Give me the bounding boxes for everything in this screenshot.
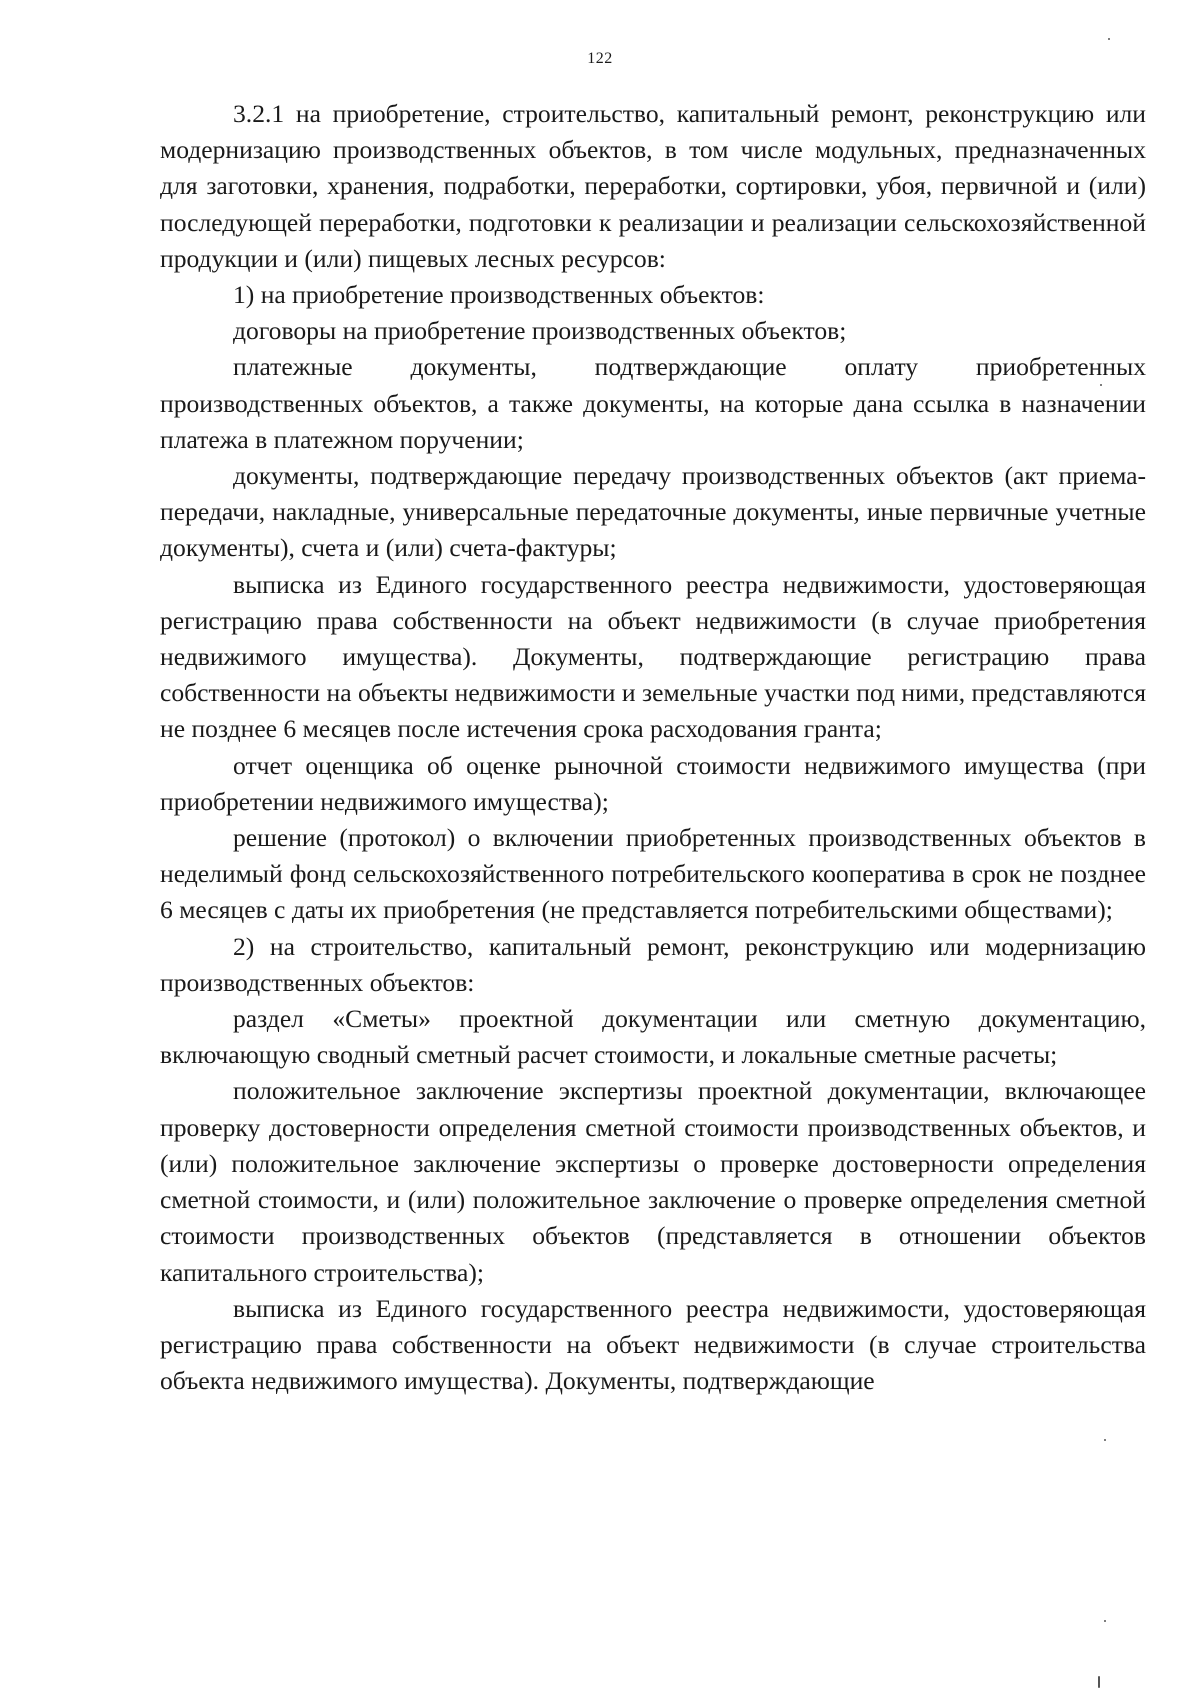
paragraph-payment-documents: платежные документы, подтверждающие оплату приобретенных производственных объектов, а также документы, на которые дана ссылка в назначении платежа в платежном поручении; xyxy=(160,352,1146,454)
scan-speck xyxy=(1100,384,1102,386)
scan-speck xyxy=(1098,1676,1100,1688)
paragraph-contracts: договоры на приобретение производственных объектов; xyxy=(233,316,847,346)
scan-speck xyxy=(1104,1620,1106,1622)
paragraph-registry-extract: выписка из Единого государственного реестра недвижимости, удостоверяющая регистрацию права собственности на объект недвижимости (в случае приобретения недвижимого имущества). Документы, подтверждающие регистрацию права собственности на объекты недвижимости и земельные участки под ними, представляются не позднее 6 месяцев после истечения срока расходования гранта; xyxy=(160,569,1146,744)
paragraph-item-1-heading: 1) на приобретение производственных объектов: xyxy=(233,280,765,310)
scan-speck xyxy=(1108,38,1110,40)
paragraph-appraisal-report: отчет оценщика об оценке рыночной стоимости недвижимого имущества (при приобретении недвижимого имущества); xyxy=(160,750,1146,816)
page-number: 122 xyxy=(587,50,613,67)
paragraph-registry-extract-construction: выписка из Единого государственного реестра недвижимости, удостоверяющая регистрацию права собственности на объект недвижимости (в случае строительства объекта недвижимого имущества). Документы, подтверждающие xyxy=(160,1293,1146,1396)
paragraph-expert-conclusion: положительное заключение экспертизы проектной документации, включающее проверку достоверности определения сметной стоимости производственных объектов, и (или) положительное заключение экспертизы о проверке достоверности определения сметной стоимости, и (или) положительное заключение о проверке определения сметной стоимости производственных объектов (представляется в отношении объектов капитального строительства); xyxy=(160,1076,1146,1287)
paragraph-estimates-section: раздел «Сметы» проектной документации или сметную документацию, включающую сводный сметный расчет стоимости, и локальные сметные расчеты; xyxy=(160,1004,1146,1070)
body-text xyxy=(160,96,1146,1399)
paragraph-item-2-heading: 2) на строительство, капитальный ремонт, реконструкцию или модернизацию производственных объектов: xyxy=(160,931,1146,997)
paragraph-transfer-documents: документы, подтверждающие передачу производственных объектов (акт приема-передачи, накладные, универсальные передаточные документы, иные первичные учетные документы), счета и (или) счета-фактуры; xyxy=(160,461,1146,563)
paragraph-3-2-1: 3.2.1 на приобретение, строительство, капитальный ремонт, реконструкцию или модернизацию производственных объектов, в том числе модульных, предназначенных для заготовки, хранения, подработки, переработки, сортировки, убоя, первичной и (или) последующей переработки, подготовки к реализации и реализации сельскохозяйственной продукции и (или) пищевых лесных ресурсов: xyxy=(160,99,1146,273)
scan-speck xyxy=(1104,1439,1106,1441)
paragraph-decision-protocol: решение (протокол) о включении приобретенных производственных объектов в неделимый фонд сельскохозяйственного потребительского кооператива в срок не позднее 6 месяцев с даты их приобретения (не представляется потребительскими обществами); xyxy=(160,823,1146,925)
